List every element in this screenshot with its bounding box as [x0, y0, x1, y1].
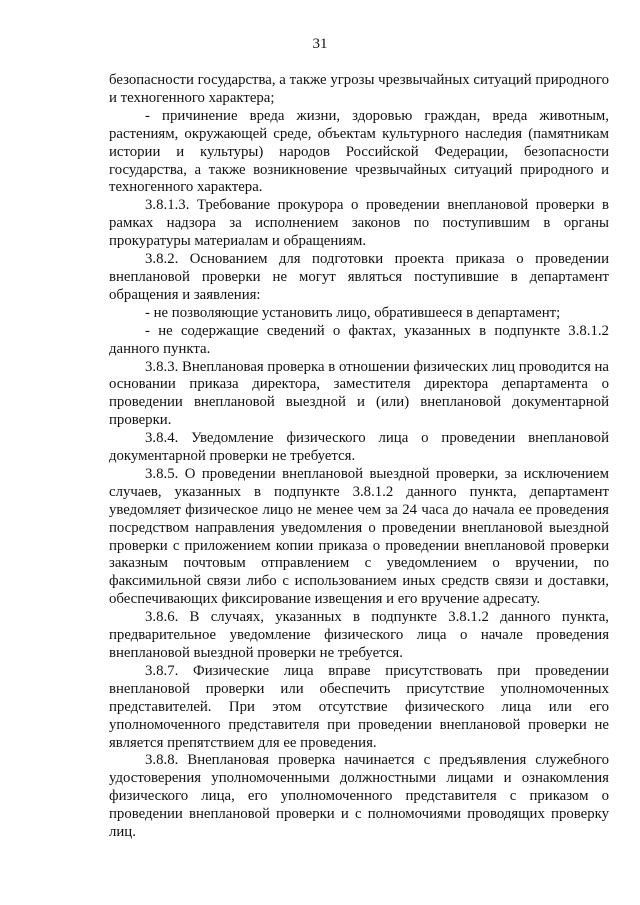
paragraph: - причинение вреда жизни, здоровью граждан, вреда животным, растениям, окружающей среде, объектам культурного наследия (памятникам истории и культуры) народов Российской Федерации, безопасности государства, а также возникновение чрезвычайных ситуаций природного и техногенного характера. — [109, 107, 609, 196]
paragraph: 3.8.1.3. Требование прокурора о проведении внеплановой проверки в рамках надзора за исполнением законов по поступившим в органы прокуратуры материалам и обращениям. — [109, 197, 609, 250]
document-body — [109, 72, 609, 842]
paragraph: - не позволяющие установить лицо, обратившееся в департамент; — [145, 304, 561, 321]
paragraph: безопасности государства, а также угрозы чрезвычайных ситуаций природного и техногенного характера; — [109, 72, 609, 106]
paragraph: 3.8.3. Внеплановая проверка в отношении физических лиц проводится на основании приказа директора, заместителя директора департамента о проведении внеплановой выездной и (или) внеплановой документарной проверки. — [109, 358, 609, 429]
paragraph: 3.8.6. В случаях, указанных в подпункте 3.8.1.2 данного пункта, предварительное уведомление физического лица о начале проведения внеплановой выездной проверки не требуется. — [109, 609, 609, 661]
paragraph: - не содержащие сведений о фактах, указанных в подпункте 3.8.1.2 данного пункта. — [109, 322, 609, 357]
paragraph: 3.8.2. Основанием для подготовки проекта приказа о проведении внеплановой проверки не могут являться поступившие в департамент обращения и заявления: — [109, 251, 609, 303]
paragraph: 3.8.7. Физические лица вправе присутствовать при проведении внеплановой проверки или обеспечить присутствие уполномоченных представителей. При этом отсутствие физического лица или его уполномоченного представителя при проведении внеплановой проверки не является препятствием для ее проведения. — [109, 662, 609, 751]
paragraph: 3.8.4. Уведомление физического лица о проведении внеплановой документарной проверки не требуется. — [109, 430, 609, 465]
paragraph: 3.8.8. Внеплановая проверка начинается с предъявления служебного удостоверения уполномоченными должностными лицами и ознакомления физического лица, его уполномоченного представителя с приказом о проведении внеплановой проверки и с полномочиями проводящих проверку лиц. — [109, 752, 609, 841]
paragraph: 3.8.5. О проведении внеплановой выездной проверки, за исключением случаев, указанных в подпункте 3.8.1.2 данного пункта, департамент уведомляет физическое лицо не менее чем за 24 часа до начала ее проведения посредством направления уведомления о проведении внеплановой выездной проверки с приложением копии приказа о проведении внеплановой проверки заказным почтовым отправлением с уведомлением о вручении, по факсимильной связи либо с использованием иных средств связи и доставки, обеспечивающих фиксирование извещения и его вручение адресату. — [109, 465, 609, 608]
page-number: 31 — [312, 36, 328, 52]
